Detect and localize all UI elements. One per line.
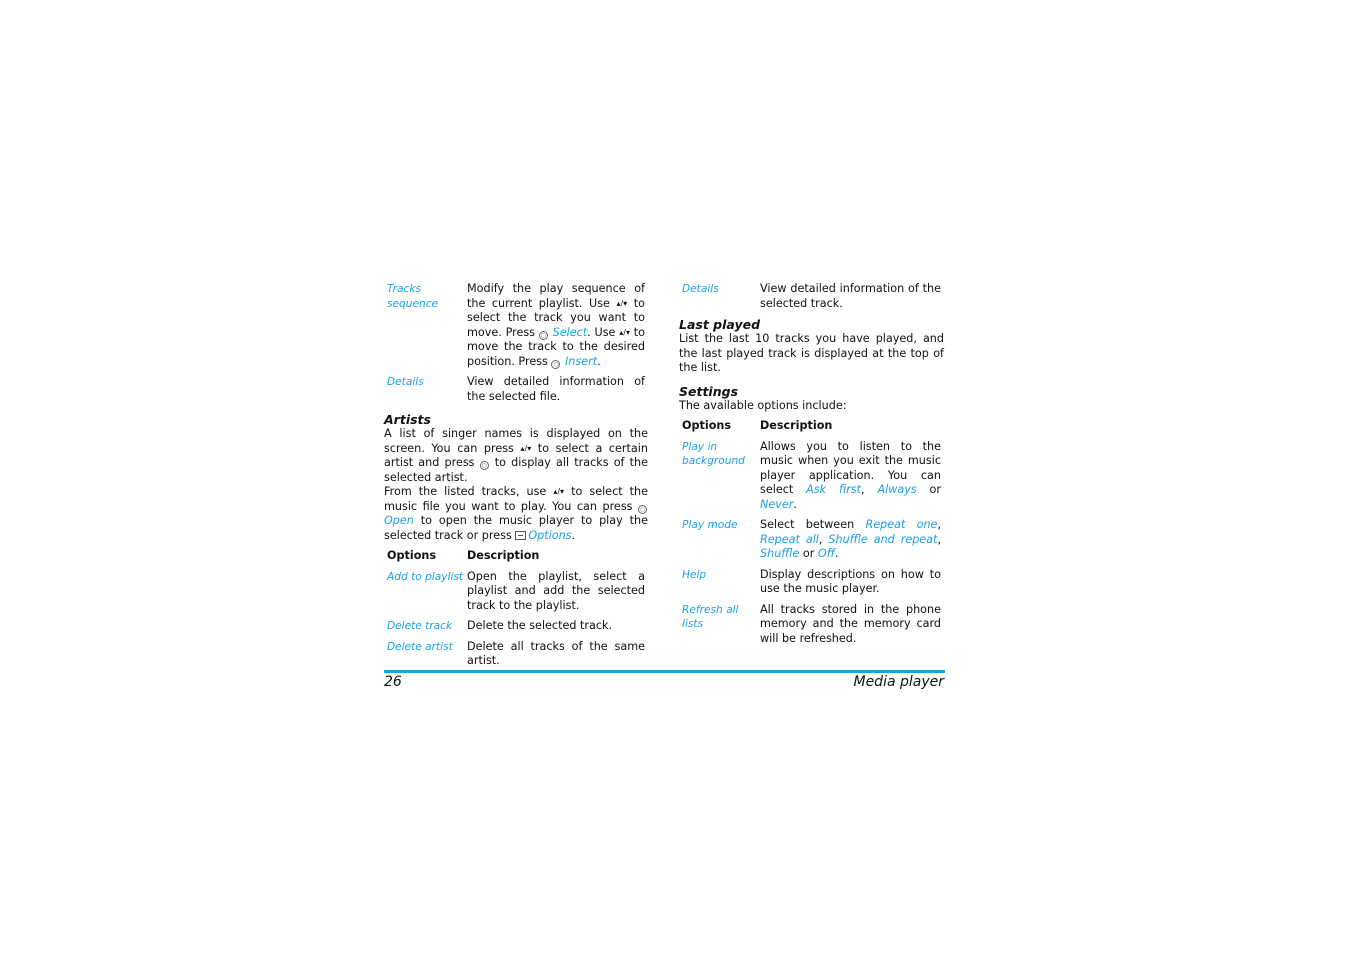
footer-rule xyxy=(384,670,945,673)
option-name: Help xyxy=(682,568,707,581)
menu-term: Repeat all xyxy=(760,532,819,546)
text-run: A list of singer names is displayed on the screen. You can press xyxy=(384,427,648,455)
text-run: All tracks stored in the phone memory and the memory card will be refreshed. xyxy=(760,602,941,645)
left-column xyxy=(384,282,648,675)
text-run: to open the music player to play the selected track or press xyxy=(384,514,648,542)
artists-title: Artists xyxy=(384,412,431,427)
settings-table-header xyxy=(679,419,944,434)
text-run: . xyxy=(834,547,839,560)
text-run: Display descriptions on how to use the music player. xyxy=(760,567,941,595)
up-down-nav-icon: ▴/▾ xyxy=(553,487,565,496)
menu-term: Open xyxy=(384,514,414,527)
text-run: The available options include: xyxy=(679,398,847,412)
menu-term: Ask first xyxy=(806,483,862,496)
text-run: View detailed information of the selected track. xyxy=(760,282,941,310)
ok-key-icon: ○ xyxy=(639,505,646,513)
menu-term: Shuffle and repeat xyxy=(828,532,938,546)
option-row xyxy=(384,282,648,369)
settings-title: Settings xyxy=(679,383,739,399)
text-run: Open the playlist, select a playlist and add the selected track to the playlist. xyxy=(467,569,645,612)
menu-term: Off xyxy=(817,547,835,560)
text-run: , xyxy=(818,532,829,546)
menu-key-icon xyxy=(515,531,526,540)
text-run: or xyxy=(799,547,818,560)
option-name: Tracks sequence xyxy=(387,283,439,310)
setting-option-row xyxy=(679,440,944,513)
text-run: or xyxy=(916,483,941,496)
ok-key-icon: ○ xyxy=(481,462,487,469)
last-played-paragraph xyxy=(679,332,944,376)
option-description xyxy=(760,603,944,647)
text-run: List the last 10 tracks you have played, and the last played track is displayed at the top of the list. xyxy=(679,332,944,374)
text-run: . xyxy=(571,528,576,542)
text-run: Allows you to listen to the music when you exit the music player application. You can select xyxy=(760,439,941,496)
option-description xyxy=(467,619,648,634)
text-run: Modify the play sequence of the current playlist. Use xyxy=(467,282,645,310)
menu-term: Insert xyxy=(565,354,598,368)
text-run: , xyxy=(937,518,941,531)
text-run: , xyxy=(937,532,941,546)
option-name: Details xyxy=(387,376,424,388)
text-run: to select the music file you want to play. You can press xyxy=(384,485,648,513)
artist-option-row xyxy=(384,570,648,614)
artists-paragraph-2 xyxy=(384,485,648,543)
settings-options-table xyxy=(679,440,944,647)
text-run: to display all tracks of the selected artist. xyxy=(384,456,648,484)
option-name: Details xyxy=(682,283,719,295)
option-description xyxy=(760,568,944,597)
artist-option-row xyxy=(384,640,648,669)
description-header: Description xyxy=(467,549,540,562)
option-name: Add to playlist xyxy=(387,570,464,583)
right-column xyxy=(679,282,944,652)
text-run: , xyxy=(861,483,878,496)
setting-option-row xyxy=(679,603,944,647)
ok-key-icon: ○ xyxy=(540,331,546,339)
settings-intro xyxy=(679,399,944,414)
left-options-table xyxy=(384,282,648,404)
option-name: Delete track xyxy=(387,620,453,632)
option-description xyxy=(467,640,648,669)
menu-term: Never xyxy=(760,497,794,511)
text-run: Delete the selected track. xyxy=(467,619,613,632)
option-name: Refresh all lists xyxy=(682,603,739,630)
text-run: to select a certain artist and press xyxy=(384,441,648,469)
option-description xyxy=(467,570,648,614)
menu-term: Always xyxy=(877,483,917,496)
text-run: . Use xyxy=(587,325,620,339)
option-description xyxy=(760,282,944,311)
page-number: 26 xyxy=(384,674,402,690)
up-down-nav-icon: ▴/▾ xyxy=(616,298,628,308)
option-description xyxy=(760,518,944,562)
option-description xyxy=(760,440,944,513)
option-row xyxy=(384,375,648,404)
setting-option-row xyxy=(679,568,944,597)
chapter-name: Media player xyxy=(853,674,944,690)
options-header: Options xyxy=(682,419,732,432)
text-run: to select the track you want to move. Press xyxy=(467,296,645,339)
option-name: Delete artist xyxy=(387,640,453,653)
menu-term: Shuffle xyxy=(760,547,800,560)
right-options-table xyxy=(679,282,944,311)
option-name: Play in background xyxy=(682,440,745,467)
artists-table-header xyxy=(384,549,648,564)
setting-option-row xyxy=(679,518,944,562)
artist-option-row xyxy=(384,619,648,634)
text-run: From the listed tracks, use xyxy=(384,485,554,498)
text-run: Select between xyxy=(760,518,866,531)
option-name: Play mode xyxy=(682,519,738,531)
text-run: . xyxy=(597,354,601,368)
text-run: to move the track to the desired position. Press xyxy=(467,325,645,368)
text-run: View detailed information of the selected file. xyxy=(467,375,645,403)
options-header: Options xyxy=(387,549,437,562)
menu-term: Options xyxy=(528,528,572,542)
artists-paragraph-1 xyxy=(384,427,648,485)
up-down-nav-icon: ▴/▾ xyxy=(619,327,630,337)
menu-term: Select xyxy=(552,325,588,339)
last-played-title: Last played xyxy=(679,317,761,332)
option-description xyxy=(467,282,648,369)
option-description xyxy=(467,375,648,404)
menu-term: Repeat one xyxy=(865,518,938,531)
text-run: . xyxy=(793,497,797,511)
up-down-nav-icon: ▴/▾ xyxy=(520,443,532,453)
description-header: Description xyxy=(760,419,833,432)
ok-key-icon: ○ xyxy=(553,360,559,368)
option-row xyxy=(679,282,944,311)
artists-options-table xyxy=(384,570,648,669)
text-run: Delete all tracks of the same artist. xyxy=(467,639,645,667)
